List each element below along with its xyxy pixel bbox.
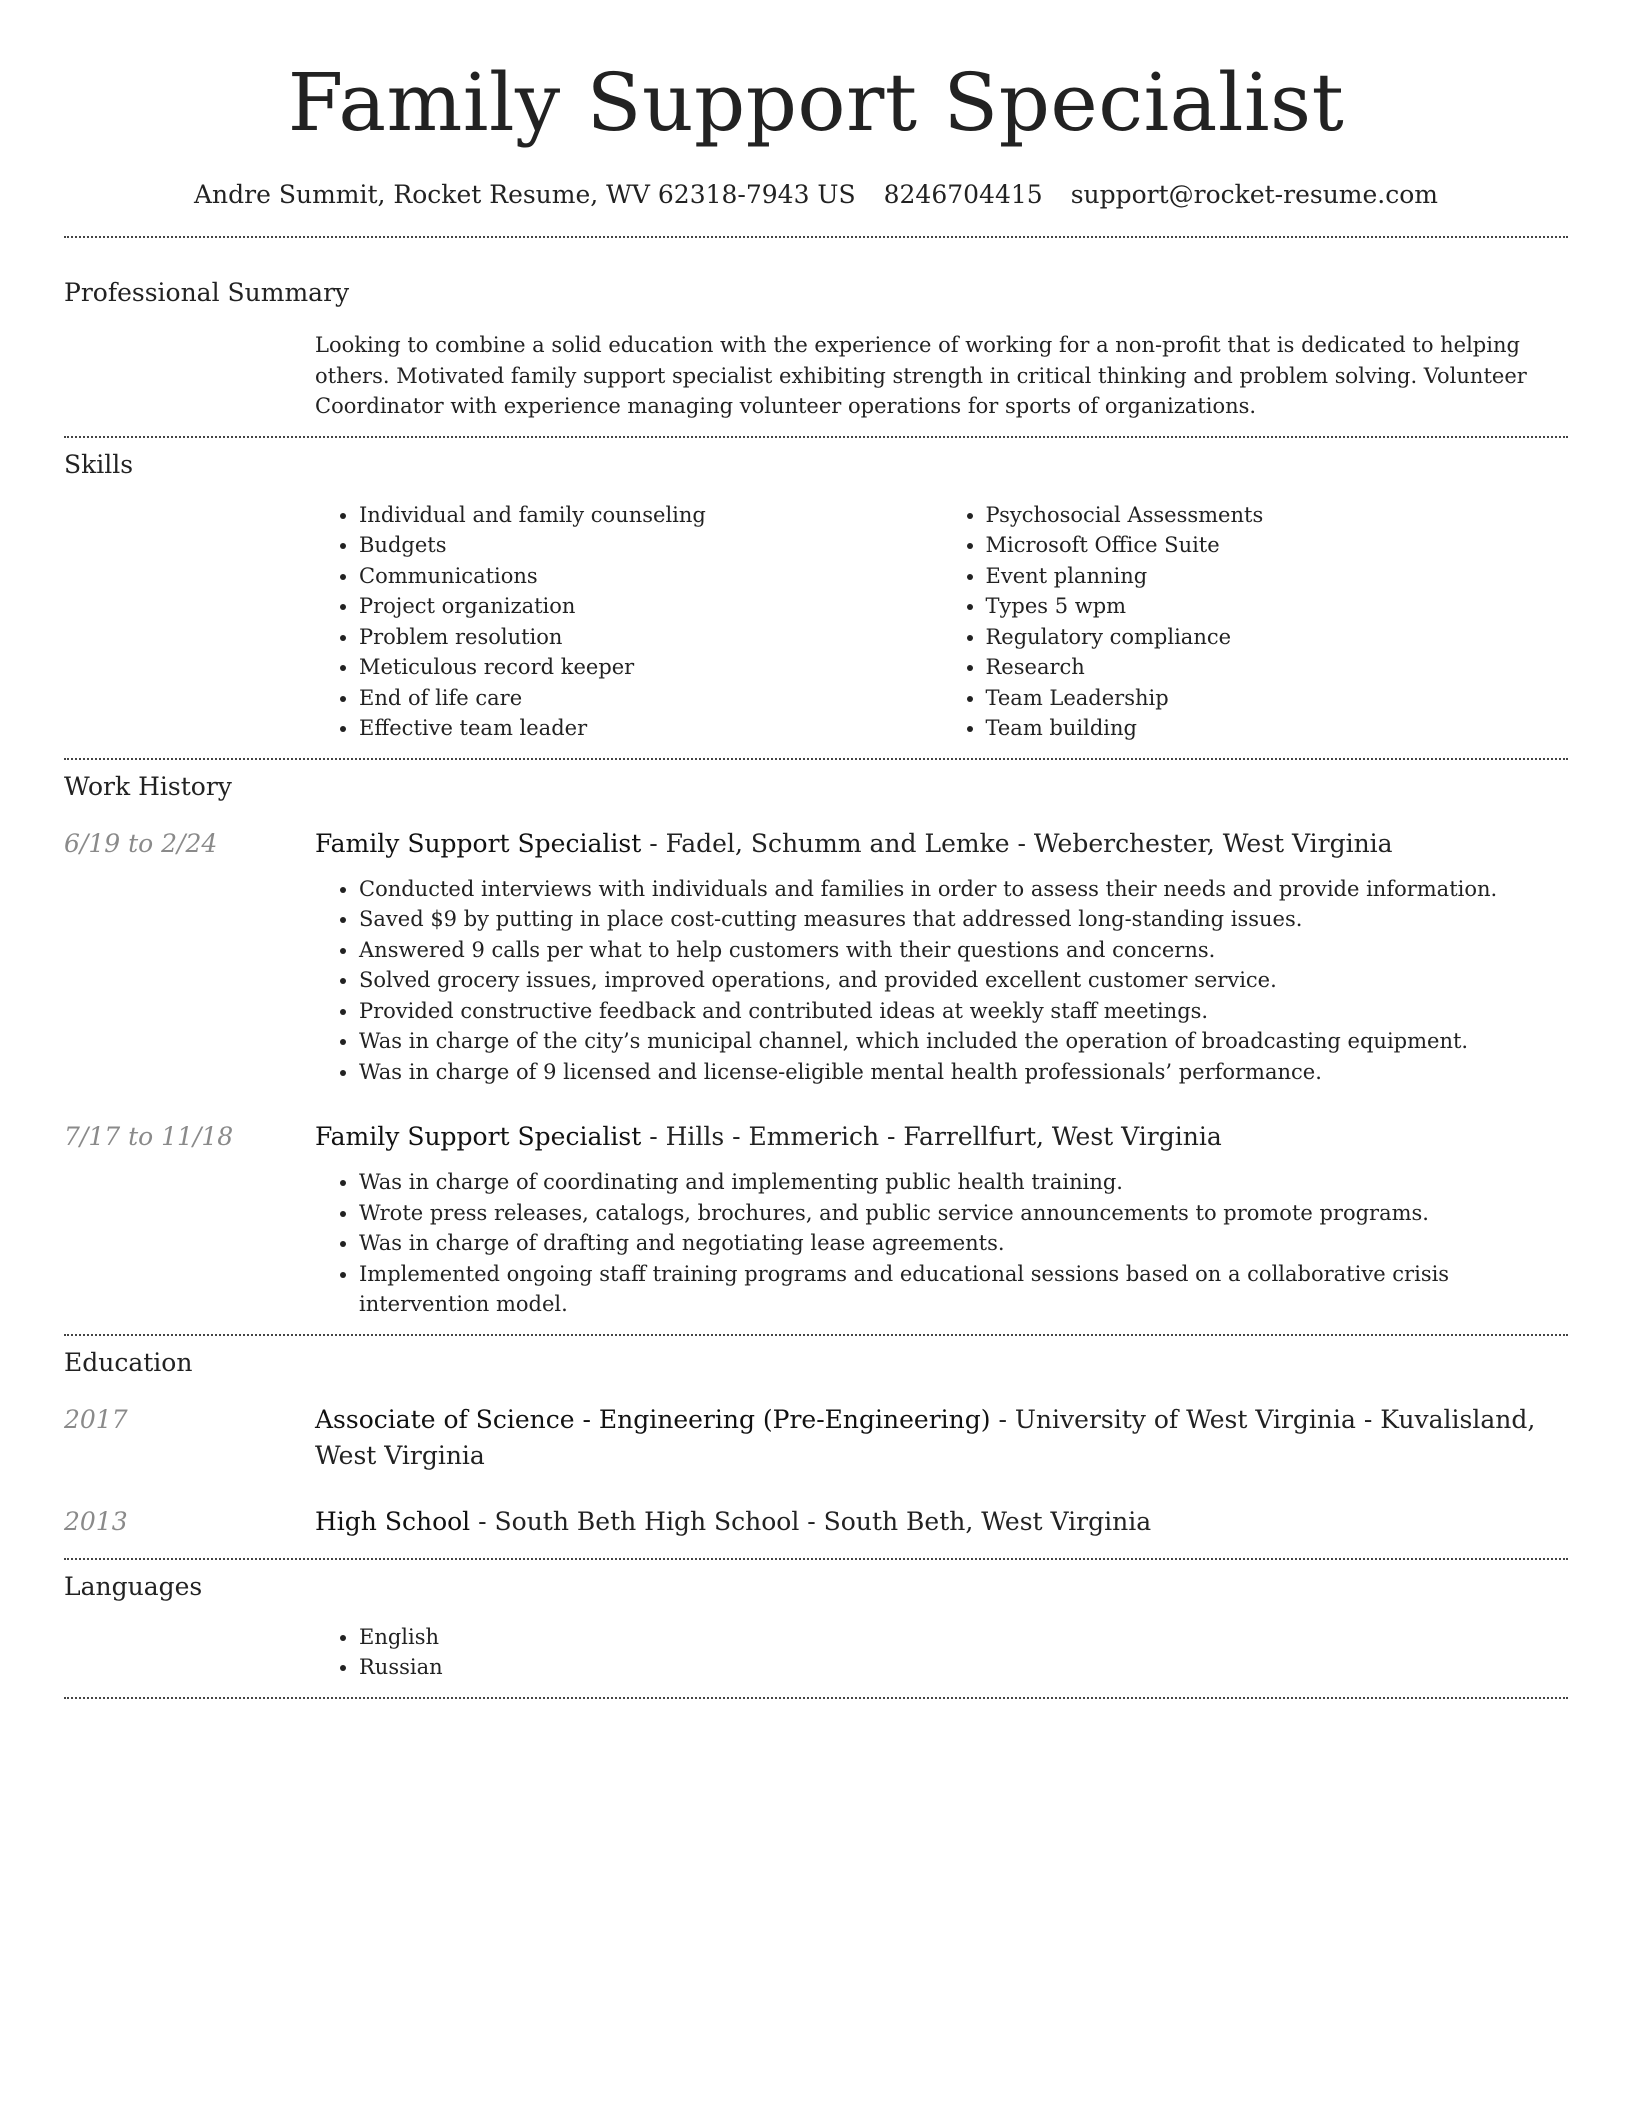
skill-item: • End of life care [359, 683, 942, 714]
skill-item: • Team Leadership [986, 683, 1569, 714]
job-bullet: • Provided constructive feedback and contributed ideas at weekly staff meetings. [359, 996, 1568, 1027]
skill-item: • Meticulous record keeper [359, 652, 942, 683]
languages-section [64, 1570, 1568, 1683]
contact-line [64, 178, 1568, 212]
languages-list [315, 1622, 1568, 1683]
skill-item: • Research [986, 652, 1569, 683]
education-heading-line [315, 1504, 1568, 1540]
job-heading [315, 826, 1568, 862]
job-entry [64, 1119, 1568, 1320]
job-bullet: • Was in charge of drafting and negotiating lease agreements. [359, 1228, 1568, 1259]
languages-heading: Languages [64, 1571, 203, 1601]
skills-column-right [942, 500, 1569, 744]
skill-item: • Regulatory compliance [986, 622, 1569, 653]
job-details: - Hills - Emmerich - Farrellfurt, West Virginia [641, 1122, 1222, 1151]
education-details: - University of West Virginia - Kuvalisland, West Virginia [315, 1404, 1536, 1470]
job-bullet: • Solved grocery issues, improved operations, and provided excellent customer service. [359, 965, 1568, 996]
skills-column-left [315, 500, 942, 744]
job-bullet: • Saved $9 by putting in place cost-cutting measures that addressed long-standing issues. [359, 904, 1568, 935]
skill-item: • Microsoft Office Suite [986, 530, 1569, 561]
summary-section [64, 276, 1568, 422]
divider [64, 436, 1568, 438]
job-position: Family Support Specialist [315, 1122, 642, 1151]
job-bullet: • Conducted interviews with individuals and families in order to assess their needs and provide information. [359, 874, 1568, 905]
job-bullet: • Implemented ongoing staff training programs and educational sessions based on a collaborative crisis intervention model. [359, 1259, 1568, 1320]
skill-item: • Types 5 wpm [986, 591, 1569, 622]
job-dates: 7/17 to 11/18 [64, 1122, 234, 1151]
divider [64, 236, 1568, 238]
skill-item: • Event planning [986, 561, 1569, 592]
job-dates: 6/19 to 2/24 [64, 828, 218, 858]
skill-item: • Effective team leader [359, 713, 942, 744]
education-entry [64, 1504, 1568, 1540]
skill-item: • Problem resolution [359, 622, 942, 653]
language-item: • English [359, 1622, 1568, 1653]
skill-item: • Psychosocial Assessments [986, 500, 1569, 531]
job-bullet: • Was in charge of 9 licensed and license-eligible mental health professionals’ performance. [359, 1057, 1568, 1088]
language-item: • Russian [359, 1652, 1568, 1683]
skill-item: • Budgets [359, 530, 942, 561]
skills-list [315, 500, 1568, 744]
skill-item: • Individual and family counseling [359, 500, 942, 531]
job-details: - Fadel, Schumm and Lemke - Weberchester, West Virginia [641, 828, 1393, 858]
job-bullet: • Answered 9 calls per what to help customers with their questions and concerns. [359, 935, 1568, 966]
education-details: - South Beth High School - South Beth, West Virginia [470, 1506, 1152, 1536]
education-degree: High School [315, 1506, 471, 1536]
summary-heading: Professional Summary [64, 278, 350, 307]
education-heading-line [315, 1402, 1568, 1474]
job-entry [64, 826, 1568, 1088]
education-degree: Associate of Science - Engineering (Pre-Engineering) [315, 1404, 991, 1434]
divider [64, 1697, 1568, 1699]
resume-title: Family Support Specialist [287, 56, 1345, 149]
contact-address: Andre Summit, Rocket Resume, WV 62318-7943 US [194, 180, 856, 209]
skill-item: • Communications [359, 561, 942, 592]
job-position: Family Support Specialist [315, 828, 642, 858]
education-section [64, 1346, 1568, 1540]
summary-text: Looking to combine a solid education with the experience of working for a non-profit that is dedicated to helping others. Motivated family support specialist exhibiting strength in critical thinking and problem solving. Volunteer Coordinator with experience managing volunteer operations for sports of organizations. [315, 333, 1527, 418]
contact-email[interactable]: support@rocket-resume.com [1070, 180, 1438, 209]
job-bullet: • Was in charge of coordinating and implementing public health training. [359, 1167, 1568, 1198]
work-section [64, 770, 1568, 1320]
education-year: 2013 [64, 1506, 128, 1536]
education-year: 2017 [64, 1404, 128, 1434]
job-bullet: • Wrote press releases, catalogs, brochures, and public service announcements to promote programs. [359, 1198, 1568, 1229]
job-bullet: • Was in charge of the city’s municipal channel, which included the operation of broadcasting equipment. [359, 1026, 1568, 1057]
divider [64, 1334, 1568, 1336]
job-bullets [315, 1167, 1568, 1320]
divider [64, 1558, 1568, 1560]
contact-phone: 8246704415 [883, 180, 1043, 209]
skills-heading: Skills [64, 449, 134, 479]
divider [64, 758, 1568, 760]
job-heading [315, 1119, 1568, 1155]
job-bullets [315, 874, 1568, 1088]
education-entry [64, 1402, 1568, 1474]
education-heading: Education [64, 1347, 193, 1377]
skill-item: • Team building [986, 713, 1569, 744]
skill-item: • Project organization [359, 591, 942, 622]
skills-section [64, 448, 1568, 744]
work-heading: Work History [64, 771, 232, 801]
